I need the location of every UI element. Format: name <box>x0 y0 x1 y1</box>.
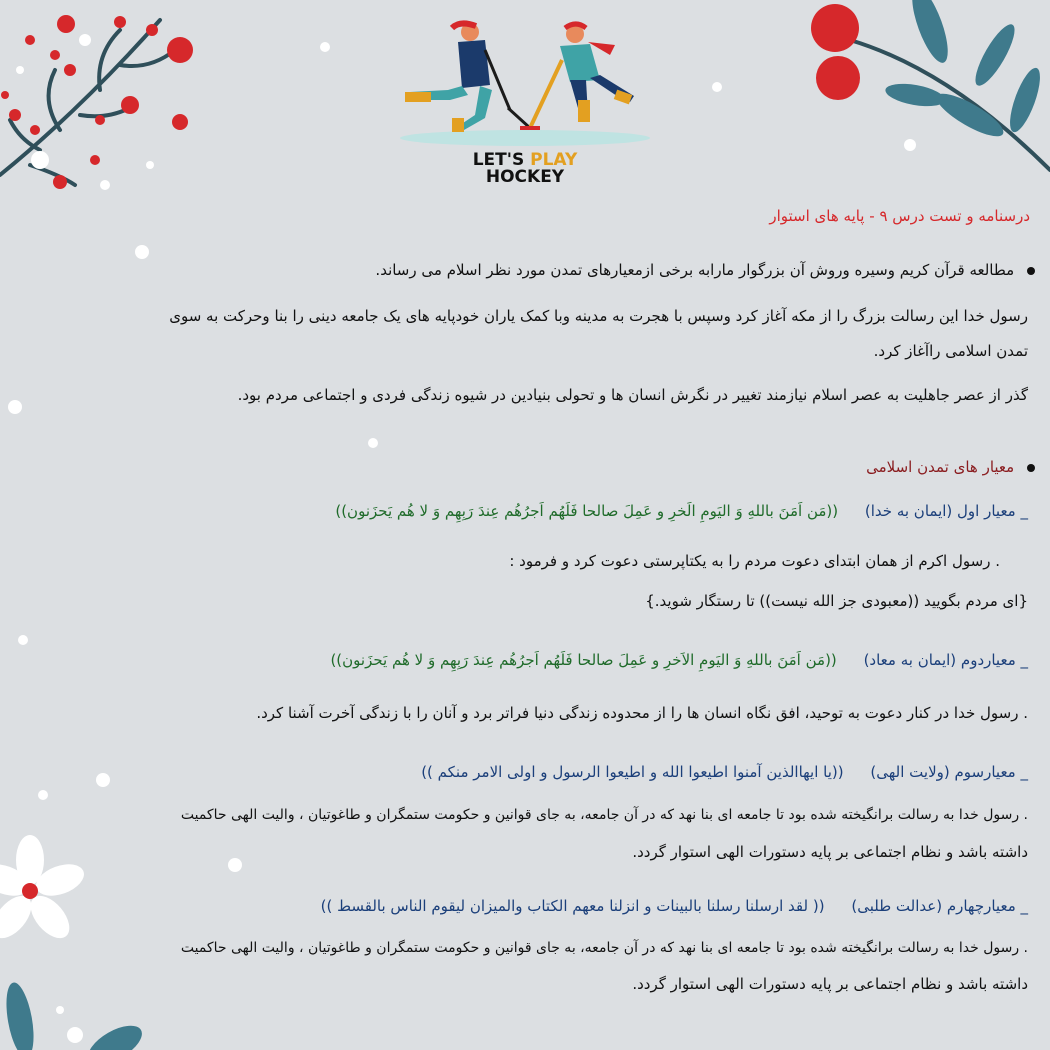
criterion-4-label: _ معیارچهارم (عدالت طلبی) <box>851 897 1028 915</box>
criterion-1-verse: ((مَن اَمَنَ باللهِ وَ الیَومِ الَخرِ و عَمِلَ صالحا فَلَهُم اَجرُهُم عِندَ رَبِهِم وَ لا هُم یَحزَنون)) <box>335 502 839 520</box>
intro-paragraph-1 <box>38 302 1028 366</box>
criterion-3-line-2: داشته باشد و نظام اجتماعی بر پایه دستورات الهی استوار گردد. <box>632 843 1028 861</box>
white-flower-icon <box>0 835 90 945</box>
criterion-4-line-2: داشته باشد و نظام اجتماعی بر پایه دستورات الهی استوار گردد. <box>632 975 1028 993</box>
intro-paragraph-1-line-2: تمدن اسلامی راآغاز کرد. <box>873 342 1028 360</box>
snowflake-icon <box>38 790 48 800</box>
criterion-1-heading <box>335 502 1028 520</box>
criterion-2-verse: ((مَن اَمَنَ باللهِ وَ الیَومِ الاَخرِ و عَمِلَ صالحا فَلَهُم اَجرُهُم عِندَ رَبِهِم وَ لا هُم یَحزَنون)) <box>330 651 837 669</box>
snowflake-icon <box>8 400 22 414</box>
berry-branch-top-left-icon <box>0 0 200 200</box>
criterion-2-heading <box>330 651 1028 669</box>
logo-hockey: HOCKEY <box>485 167 565 187</box>
criterion-4-heading <box>321 897 1028 915</box>
intro-bullet-text: مطالعه قرآن کریم وسیره وروش آن بزرگوار مارابه برخی ازمعیارهای تمدن مورد نظر اسلام می رساند. <box>375 261 1015 279</box>
criterion-1-line-1: . رسول اکرم از همان ابتدای دعوت مردم را به یکتاپرستی دعوت کرد و فرمود : <box>509 552 1000 570</box>
criterion-4-verse: (( لقد ارسلنا رسلنا بالبینات و انزلنا معهم الکتاب والمیزان لیقوم الناس بالقسط )) <box>320 897 825 915</box>
criterion-3-line-1: . رسول خدا به رسالت برانگیخته شده بود تا جامعه ای بنا نهد که در آن جامعه، به جای قوانین و حکومت ستمگران و طاغوتیان ، والیت الهی حاکمیت <box>180 807 1028 823</box>
criterion-3-label: _ معیارسوم (ولایت الهی) <box>870 763 1028 781</box>
logo-play: PLAY <box>530 150 578 170</box>
criterion-3-verse: ((یا ایهاالذین آمنوا اطیعوا الله و اطیعوا الرسول و اولی الامر منکم )) <box>421 763 844 781</box>
logo-wordmark <box>440 152 610 186</box>
snowflake-icon <box>135 245 149 259</box>
snowflake-icon <box>228 858 242 872</box>
criteria-heading <box>866 453 1035 482</box>
page-title: درسنامه و تست درس ۹ - پایه های استوار <box>769 207 1030 225</box>
criterion-1-line-2: {ای مردم بگویید ((معبودی جز الله نیست)) تا رستگار شوید.} <box>645 592 1028 610</box>
criterion-4-line-1: . رسول خدا به رسالت برانگیخته شده بود تا جامعه ای بنا نهد که در آن جامعه، به جای قوانین و حکومت ستمگران و طاغوتیان ، والیت الهی حاکمیت <box>180 940 1028 956</box>
criterion-2-label: _ معیاردوم (ایمان به معاد) <box>863 651 1028 669</box>
snowflake-icon <box>368 438 378 448</box>
intro-paragraph-2: گذر از عصر جاهلیت به عصر اسلام نیازمند تغییر در نگرش انسان ها و تحولی بنیادین در شیوه زندگی فردی و اجتماعی مردم بود. <box>237 386 1028 404</box>
criterion-1-label: _ معیار اول (ایمان به خدا) <box>864 502 1028 520</box>
snowflake-icon <box>712 82 722 92</box>
criterion-3-heading <box>421 763 1028 781</box>
intro-bullet <box>375 256 1035 285</box>
berry-branch-top-right-icon <box>810 0 1050 180</box>
criterion-2-line-1: . رسول خدا در کنار دعوت به توحید، افق نگاه انسان ها را از محدوده زندگی دنیا فراتر برد و آنان را با زندگی آخرت آشنا کرد. <box>256 704 1028 722</box>
leaf-branch-bottom-left-icon <box>0 960 160 1050</box>
snowflake-icon <box>96 773 110 787</box>
logo-lets: LET'S <box>472 150 525 170</box>
snowflake-icon <box>320 42 330 52</box>
snowflake-icon <box>18 635 28 645</box>
intro-paragraph-1-line-1: رسول خدا این رسالت بزرگ را از مکه آغاز کرد وسپس با هجرت به مدینه وبا کمک یاران خودپایه های یک جامعه دینی را بنا وحرکت به سوی <box>169 307 1028 325</box>
criteria-heading-text: معیار های تمدن اسلامی <box>866 458 1015 476</box>
